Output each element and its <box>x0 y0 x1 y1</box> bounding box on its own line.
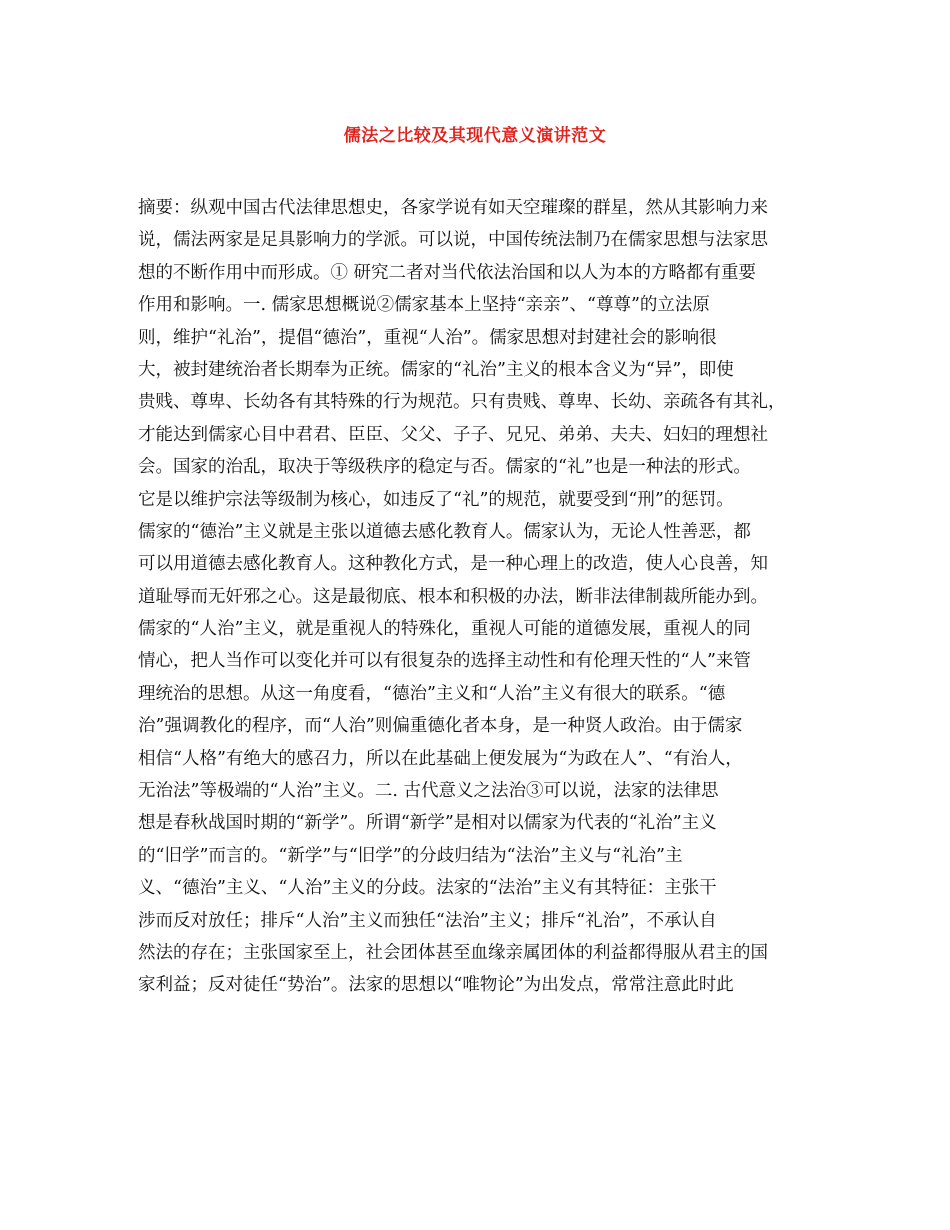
body-line: 治”强调教化的程序，而“人治”则偏重德化者本身，是一种贤人政治。由于儒家 <box>138 716 743 737</box>
body-line: 作用和影响。一. 儒家思想概说②儒家基本上坚持“亲亲”、“尊尊”的立法原 <box>138 295 710 316</box>
body-line: 可以用道德去感化教育人。这种教化方式，是一种心理上的改造，使人心良善，知 <box>138 554 768 575</box>
body-line: 说，儒法两家是足具影响力的学派。可以说，中国传统法制乃在儒家思想与法家思 <box>138 230 768 251</box>
body-line: 儒家的“人治”主义，就是重视人的特殊化，重视人可能的道德发展，重视人的同 <box>138 619 751 640</box>
body-line: 贵贱、尊卑、长幼各有其特殊的行为规范。只有贵贱、尊卑、长幼、亲疏各有其礼， <box>138 392 786 413</box>
body-line: 家利益；反对徒任“势治”。法家的思想以“唯物论”为出发点，常常注意此时此 <box>138 975 734 996</box>
body-line: 的“旧学”而言的。“新学”与“旧学”的分歧归结为“法治”主义与“礼治”主 <box>138 845 683 866</box>
body-line: 无治法”等极端的“人治”主义。二. 古代意义之法治③可以说，法家的法律思 <box>138 781 719 802</box>
body-line: 义、“德治”主义、“人治”主义的分歧。法家的“法治”主义有其特征：主张干 <box>138 878 717 899</box>
body-line: 想的不断作用中而形成。① 研究二者对当代依法治国和以人为本的方略都有重要 <box>138 262 757 283</box>
body-line: 才能达到儒家心目中君君、臣臣、父父、子子、兄兄、弟弟、夫夫、妇妇的理想社 <box>138 424 768 445</box>
document-body <box>138 192 816 1002</box>
body-line: 涉而反对放任；排斥“人治”主义而独任“法治”主义；排斥“礼治”，不承认自 <box>138 910 717 931</box>
body-line: 相信“人格”有绝大的感召力，所以在此基础上便发展为“为政在人”、“有治人， <box>138 748 743 769</box>
body-line: 然法的存在；主张国家至上，社会团体甚至血缘亲属团体的利益都得服从君主的国 <box>138 942 768 963</box>
body-line: 会。国家的治乱，取决于等级秩序的稳定与否。儒家的“礼”也是一种法的形式。 <box>138 457 751 478</box>
body-line: 理统治的思想。从这一角度看，“德治”主义和“人治”主义有很大的联系。“德 <box>138 683 726 704</box>
body-line: 儒家的“德治”主义就是主张以道德去感化教育人。儒家认为，无论人性善恶，都 <box>138 521 751 542</box>
body-line: 摘要：纵观中国古代法律思想史，各家学说有如天空璀璨的群星，然从其影响力来 <box>138 198 768 218</box>
body-line: 大，被封建统治者长期奉为正统。儒家的“礼治”主义的根本含义为“异”，即使 <box>138 359 734 380</box>
body-line: 想是春秋战国时期的“新学”。所谓“新学”是相对以儒家为代表的“礼治”主义 <box>138 813 717 834</box>
body-line: 情心，把人当作可以变化并可以有很复杂的选择主动性和有伦理天性的“人”来管 <box>138 651 751 672</box>
body-line: 道耻辱而无奸邪之心。这是最彻底、根本和积极的办法，断非法律制裁所能办到。 <box>138 586 768 607</box>
body-line: 它是以维护宗法等级制为核心，如违反了“礼”的规范，就要受到“刑”的惩罚。 <box>138 489 734 510</box>
body-line: 则，维护“礼治”，提倡“德治”，重视“人治”。儒家思想对封建社会的影响很 <box>138 327 717 348</box>
document-title: 儒法之比较及其现代意义演讲范文 <box>343 126 607 146</box>
